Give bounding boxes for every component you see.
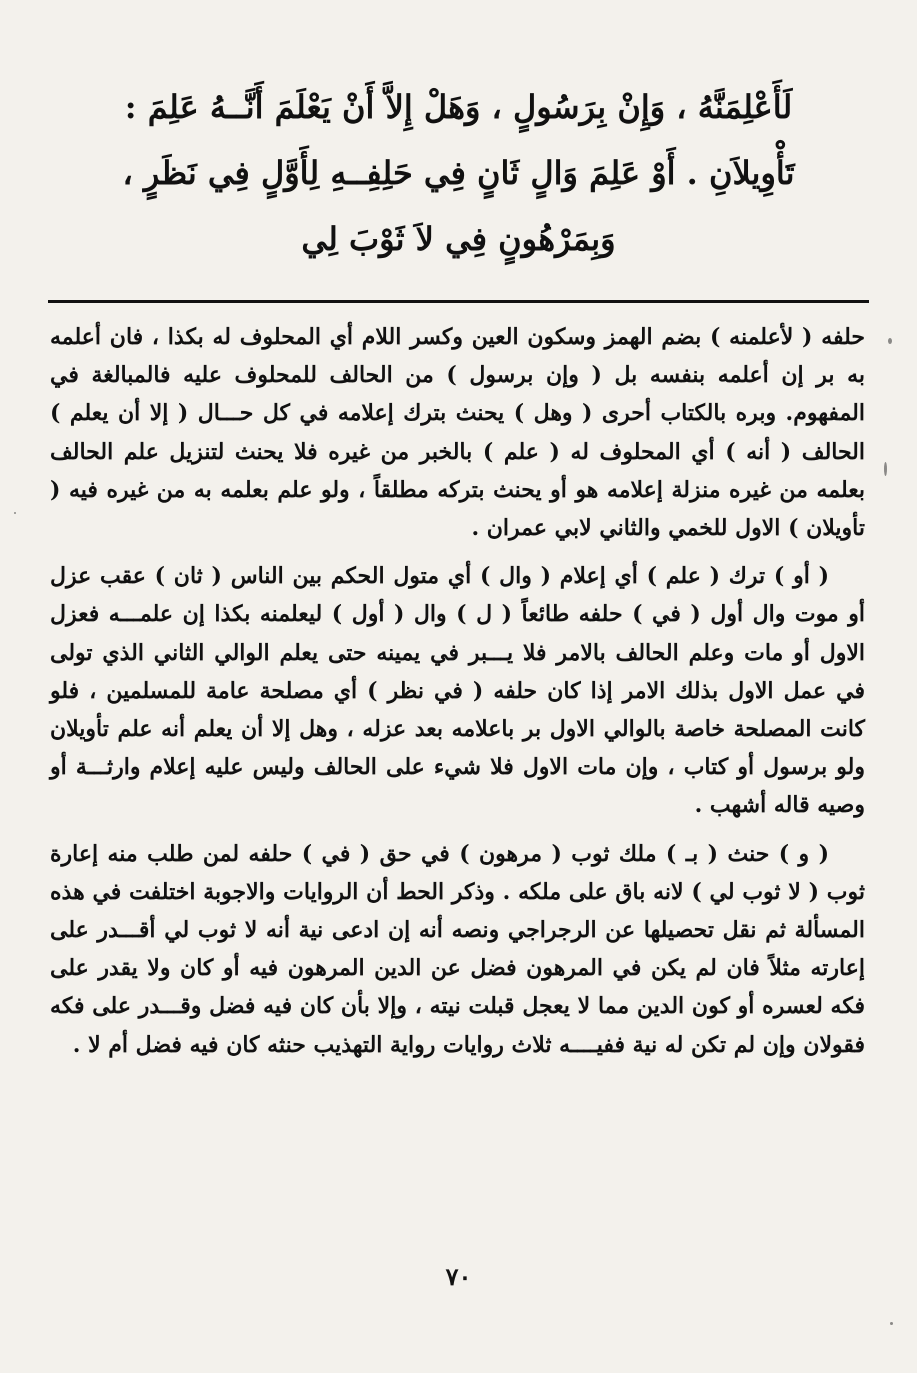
verse-line: لَأَعْلِمَنَّهُ ، وَإِنْ بِرَسُولٍ ، وَهَلْ إِلاَّ أَنْ يَعْلَمَ أَنَّــهُ عَلِمَ :: [124, 88, 793, 126]
scan-speck: [890, 1322, 893, 1325]
commentary-text: [50, 318, 865, 1074]
commentary-paragraph: ( أو ) ترك ( علم ) أي إعلام ( وال ) أي متول الحكم بين الناس ( ثان ) عقب عزل أو موت وال أول ( في ) حلفه طائعاً ( ل ) وال ( أول ) ليعلمنه بكذا إن علمـــه فعزل الاول أو مات وعلم الحالف بالامر فلا يـــبر في يمينه حتى يعلم الوالي الثاني الذي تولى في عمل الاول بذلك الامر إذا كان حلفه ( في نظر ) أي مصلحة عامة للمسلمين ، فلو كانت المصلحة خاصة بالوالي الاول بر باعلامه بعد عزله ، وهل إلا أن يعلم أنه علم تأويلان ولو برسول أو كتاب ، وإن مات الاول فلا شيء على الحالف وليس عليه إعلام وارثـــة أو وصيه قاله أشهب .: [50, 563, 866, 819]
commentary-paragraph: حلفه ( لأعلمنه ) بضم الهمز وسكون العين وكسر اللام أي المحلوف له بكذا ، فان أعلمه به بر إن أعلمه بنفسه بل ( وإن برسول ) من الحالف للمحلوف عليه فالمبالغة في المفهوم. وبره بالكتاب أحرى ( وهل ) يحنث بترك إعلامه في كل حـــال ( إلا أن يعلم ) الحالف ( أنه ) أي المحلوف له ( علم ) بالخبر من غيره فلا يحنث لتنزيل علم الحالف بعلمه من غيره منزلة إعلامه هو أو يحنث بتركه مطلقاً ، ولو علم بعلمه به من غيره فيه ( تأويلان ) الاول للخمي والثاني لابي عمران .: [50, 324, 865, 542]
page-number: ٧٠: [445, 1262, 472, 1291]
separator-rule: [48, 300, 869, 303]
scan-speck: [884, 462, 887, 476]
verse-line: وَبِمَرْهُونٍ فِي لاَ ثَوْبَ لِي: [301, 220, 616, 258]
scan-speck: [888, 338, 892, 344]
verse-block: [40, 74, 877, 272]
scan-speck: [14, 512, 16, 514]
verse-line: تَأْوِيلاَنِ . أَوْ عَلِمَ وَالٍ ثَانٍ فِي حَلِفِــهِ لِأَوَّلٍ فِي نَظَرٍ ،: [122, 154, 795, 192]
commentary-paragraph: ( و ) حنث ( بـ ) ملك ثوب ( مرهون ) في حق ( في ) حلفه لمن طلب منه إعارة ثوب ( لا ثوب لي ) لانه باق على ملكه . وذكر الحط أن الروايات والاجوبة اختلفت في هذه المسألة ثم نقل تحصيلها عن الرجراجي ونصه أنه إن ادعى نية أنه لا ثوب لي أقـــدر على إعارته مثلاً فان لم يكن في المرهون فضل عن الدين المرهون فيه أو كان ولا يقدر على فكه لعسره أو كون الدين مما لا يعجل قبلت نيته ، وإلا بأن كان فيه فضل وقـــدر على فكه فقولان وإن لم تكن له نية ففيــــه ثلاث روايات رواية التهذيب حنثه كان فيه فضل أم لا .: [50, 840, 865, 1058]
